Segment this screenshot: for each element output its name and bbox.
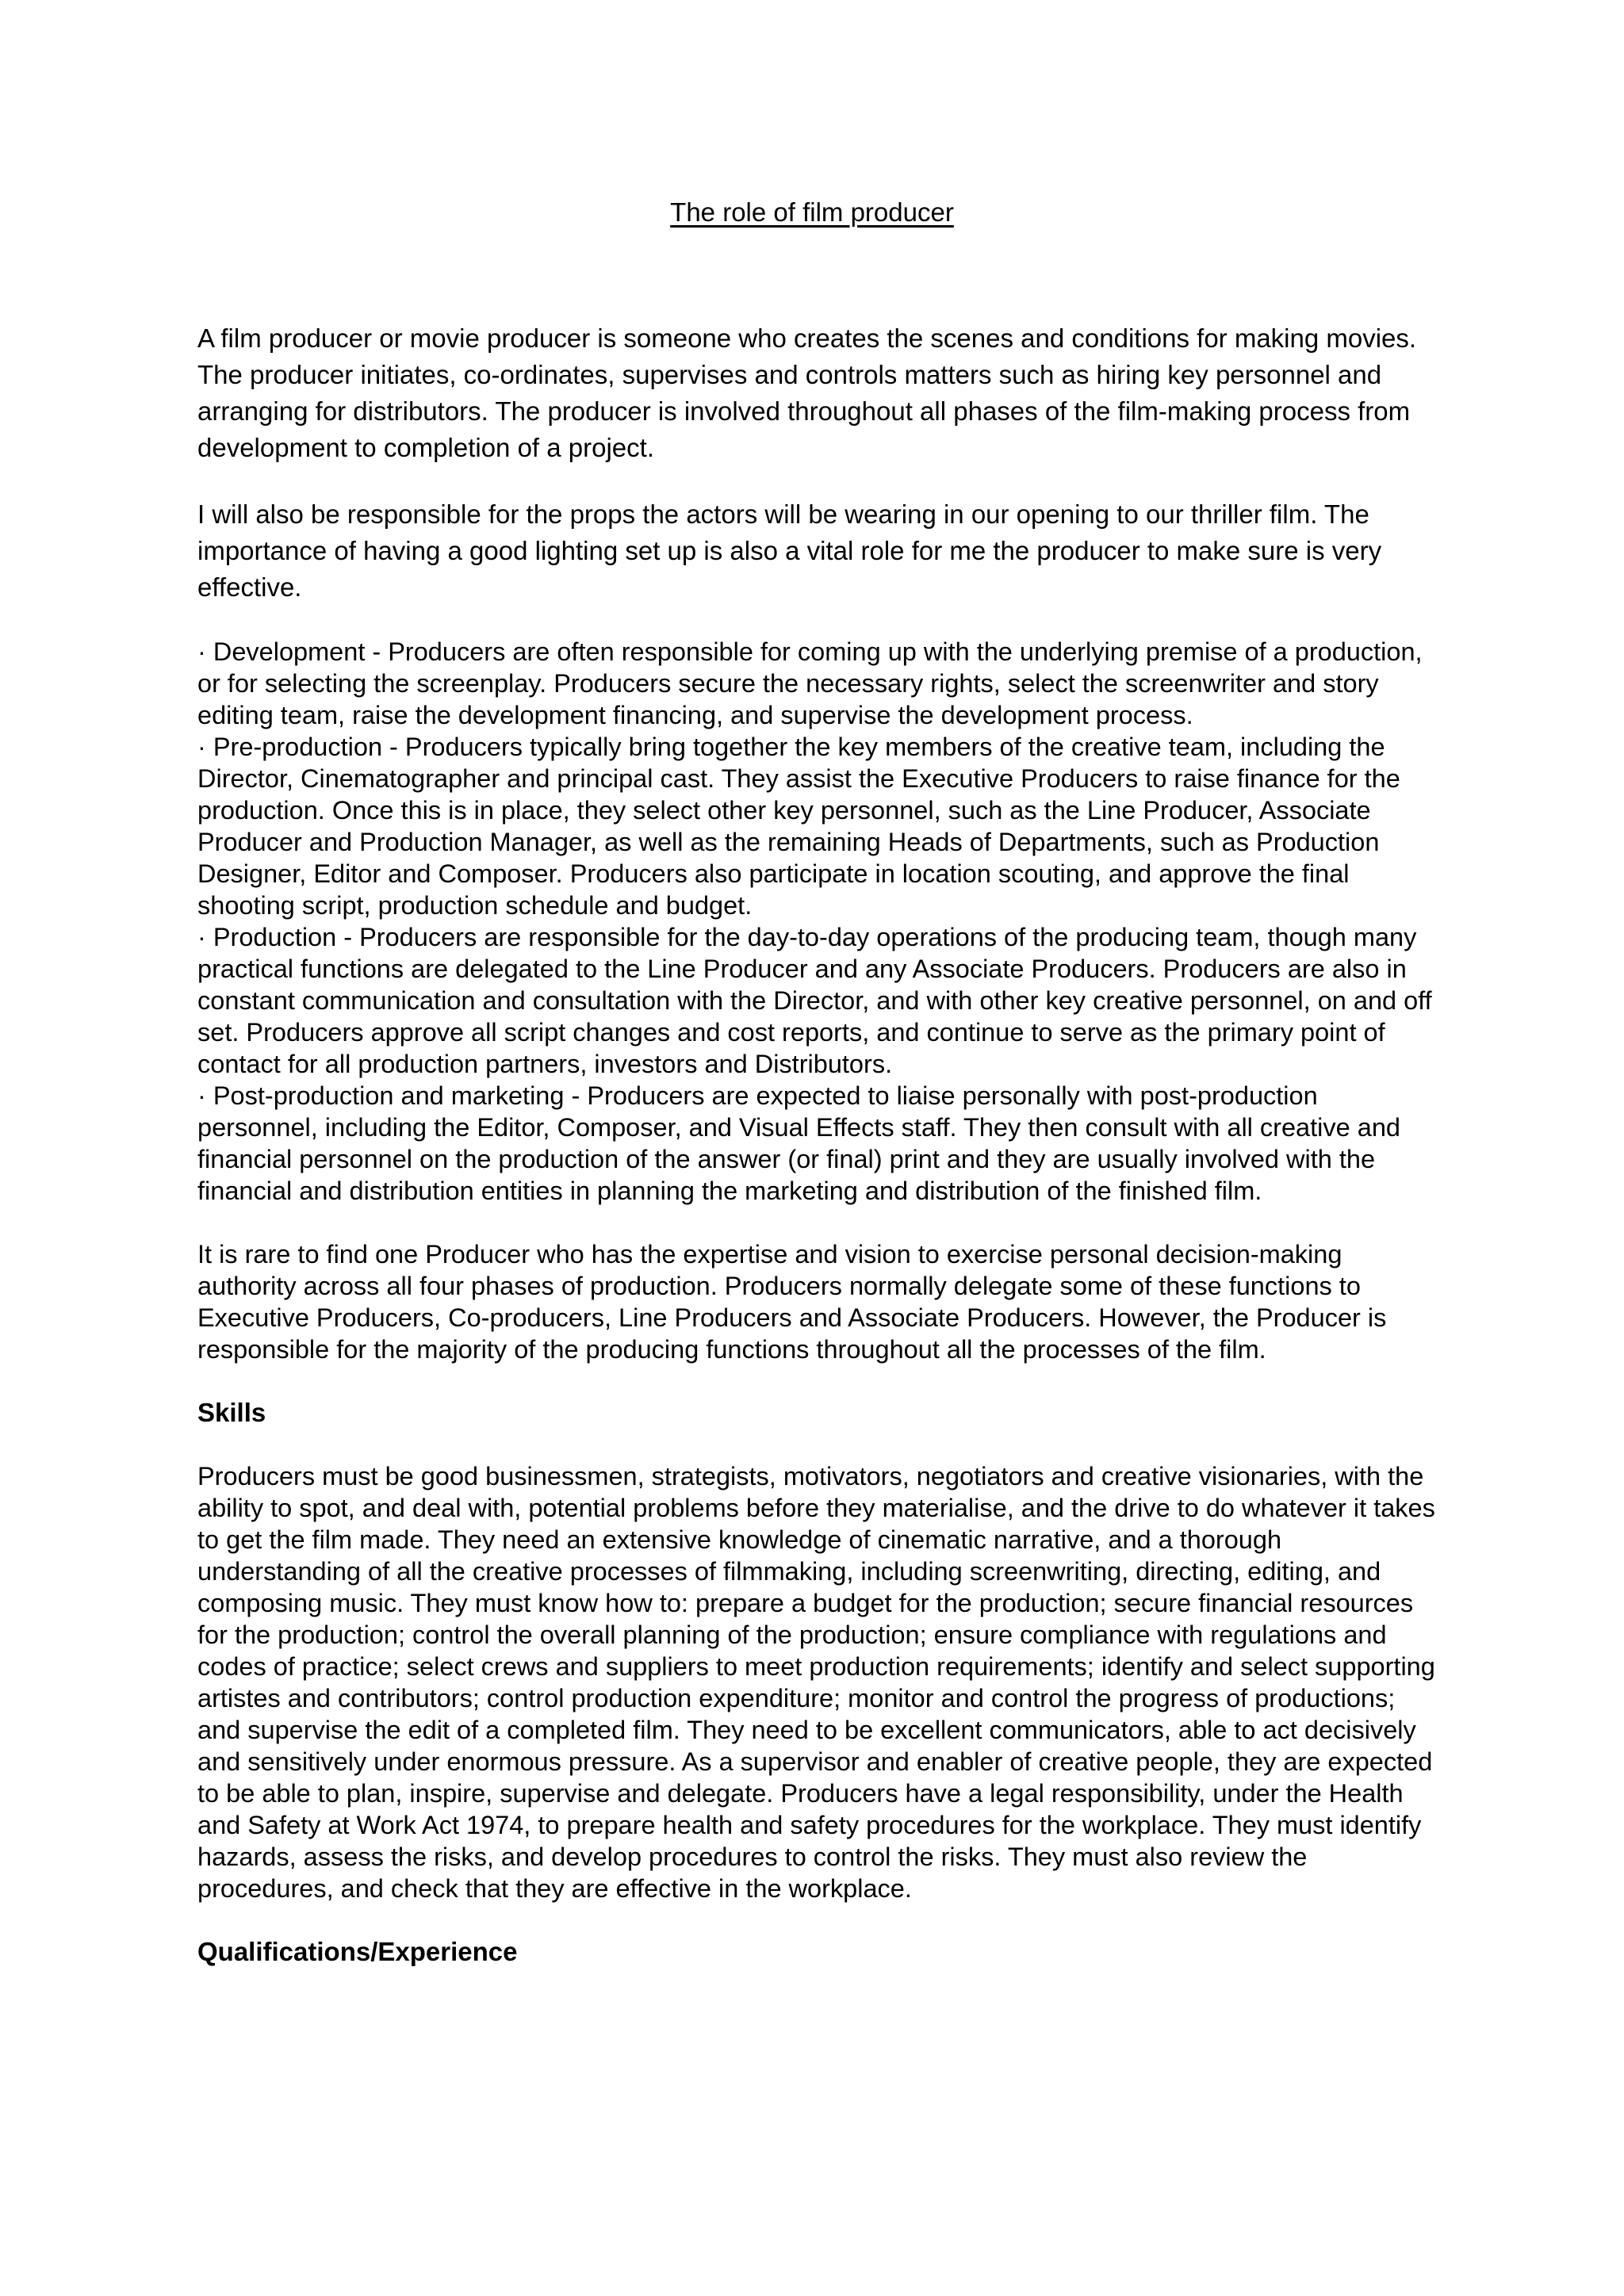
- document-title: The role of film producer: [670, 197, 954, 227]
- props-lighting-paragraph: I will also be responsible for the props the actors will be wearing in our opening to our thriller film. The importance of having a good lighting set up is also a vital role for me the producer to make sure is very effective.: [197, 499, 1382, 602]
- document-body: [197, 320, 1442, 1999]
- qualifications-heading: Qualifications/Experience: [197, 1937, 518, 1966]
- skills-heading: Skills: [197, 1398, 266, 1427]
- skills-paragraph: Producers must be good businessmen, strategists, motivators, negotiators and creative visionaries, with the ability to spot, and deal with, potential problems before they materialise, and the drive to do whatever it takes to get the film made. They need an extensive knowledge of cinematic narrative, and a thorough understanding of all the creative processes of filmmaking, including screenwriting, directing, editing, and composing music. They must know how to: prepare a budget for the production; secure financial resources for the production; control the overall planning of the production; ensure compliance with regulations and codes of practice; select crews and suppliers to meet production requirements; identify and select supporting artistes and contributors; control production expenditure; monitor and control the progress of productions; and supervise the edit of a completed film. They need to be excellent communicators, able to act decisively and sensitively under enormous pressure. As a supervisor and enabler of creative people, they are expected to be able to plan, inspire, supervise and delegate. Producers have a legal responsibility, under the Health and Safety at Work Act 1974, to prepare health and safety procedures for the workplace. They must identify hazards, assess the risks, and develop procedures to control the risks. They must also review the procedures, and check that they are effective in the workplace.: [197, 1462, 1435, 1903]
- post-production-bullet: · Post-production and marketing - Producers are expected to liaise personally with post-production personnel, including the Editor, Composer, and Visual Effects staff. They then consult with all creative and financial personnel on the production of the answer (or final) print and they are usually involved with the financial and distribution entities in planning the marketing and distribution of the finished film.: [197, 1081, 1400, 1205]
- intro-paragraph: A film producer or movie producer is someone who creates the scenes and conditions for making movies. The producer initiates, co-ordinates, supervises and controls matters such as hiring key personnel and arranging for distributors. The producer is involved throughout all phases of the film-making process from development to completion of a project.: [197, 323, 1417, 462]
- rare-producer-paragraph: It is rare to find one Producer who has the expertise and vision to exercise personal decision-making authority across all four phases of production. Producers normally delegate some of these functions to Executive Producers, Co-producers, Line Producers and Associate Producers. However, the Producer is responsible for the majority of the producing functions throughout all the processes of the film.: [197, 1240, 1387, 1364]
- pre-production-bullet: · Pre-production - Producers typically bring together the key members of the creative team, including the Director, Cinematographer and principal cast. They assist the Executive Producers to raise finance for the production. Once this is in place, they select other key personnel, such as the Line Producer, Associate Producer and Production Manager, as well as the remaining Heads of Departments, such as Production Designer, Editor and Composer. Producers also participate in location scouting, and approve the final shooting script, production schedule and budget.: [197, 733, 1400, 920]
- development-bullet: · Development - Producers are often responsible for coming up with the underlying premise of a production, or for selecting the screenplay. Producers secure the necessary rights, select the screenwriter and story editing team, raise the development financing, and supervise the development process.: [197, 637, 1423, 729]
- production-bullet: · Production - Producers are responsible for the day-to-day operations of the producing team, though many practical functions are delegated to the Line Producer and any Associate Producers. Producers are also in constant communication and consultation with the Director, and with other key creative personnel, on and off set. Producers approve all script changes and cost reports, and continue to serve as the primary point of contact for all production partners, investors and Distributors.: [197, 923, 1432, 1078]
